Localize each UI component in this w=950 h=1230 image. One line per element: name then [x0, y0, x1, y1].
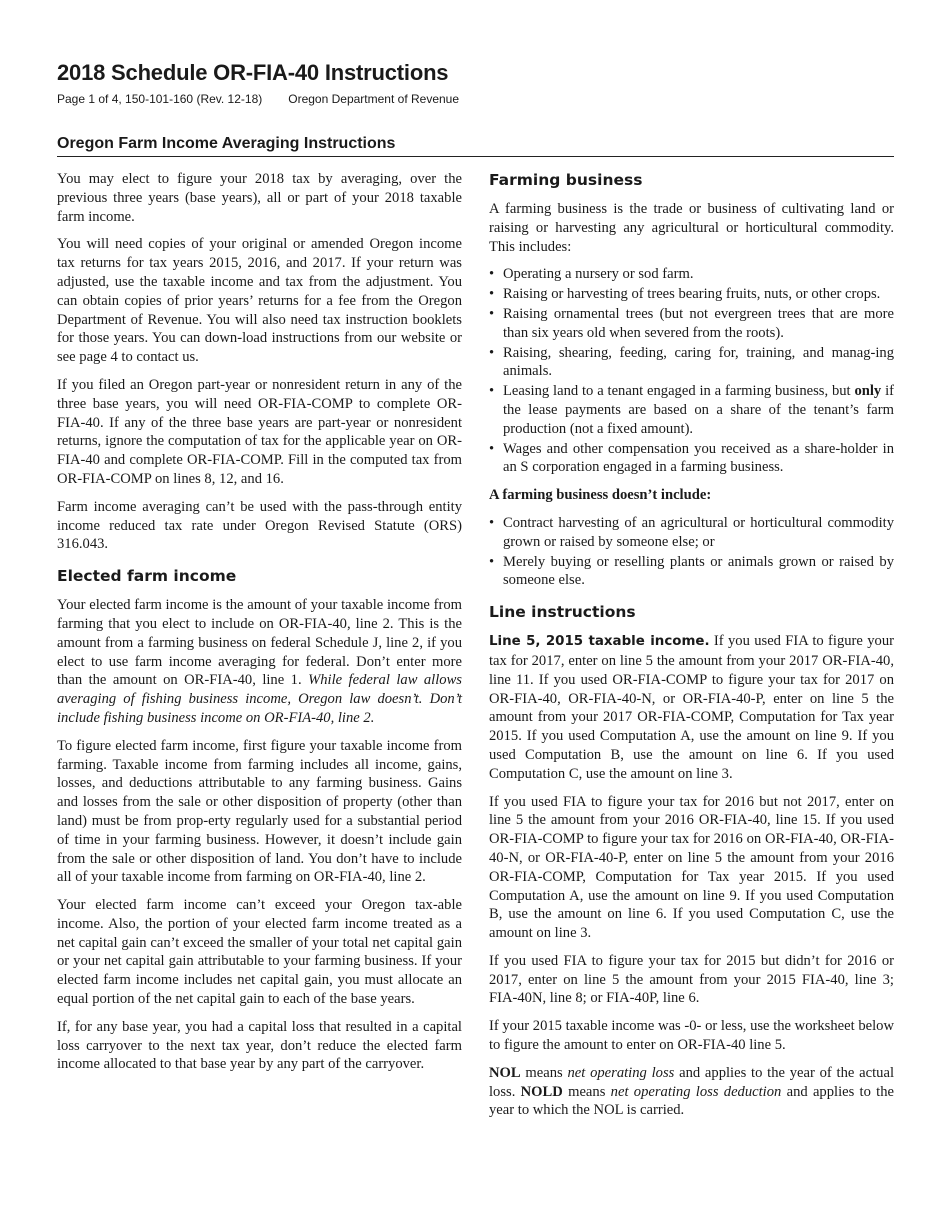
fishing-income-note: While federal law allows averaging of fishing business income, Oregon law doesn’t. Don’t include fishing business income on OR-FIA-40, line 2. — [57, 672, 462, 726]
left-column — [57, 170, 462, 1083]
list-item: • Wages and other compensation you received as a share-holder in an S corporation engaged in a farming business. — [489, 440, 894, 478]
line-instructions-heading: Line instructions — [489, 603, 636, 622]
nol-definition-term: net operating loss — [567, 1064, 675, 1081]
nol-term: NOL — [489, 1064, 521, 1081]
list-item: • Operating a nursery or sod farm. — [489, 265, 894, 284]
line5-paragraph-1 — [489, 632, 894, 783]
list-item: • Contract harvesting of an agricultural or horticultural commodity grown or raised by someone else; or — [489, 514, 894, 552]
nol-definition — [489, 1064, 894, 1120]
nol-explanation: and applies to the year of the actual loss. — [489, 1064, 894, 1100]
nold-explanation: and applies to the year to which the NOL is carried. — [489, 1083, 895, 1119]
elected-farm-income-heading: Elected farm income — [57, 567, 237, 586]
intro-paragraph-3: If you filed an Oregon part-year or nonresident return in any of the three base years, you will need OR-FIA-COMP to complete OR-FIA-40. If any of the three base years are part-year or nonresident returns, ignore the computation of tax for the applicable year on OR-FIA-40 and complete OR-FIA-COMP. Fill in the computed tax from OR-FIA-COMP on lines 8, 12, and 16. — [57, 376, 462, 487]
farming-includes-list — [489, 265, 894, 477]
farming-business-heading: Farming business — [489, 171, 643, 189]
line5-paragraph-2: If you used FIA to figure your tax for 2016 but not 2017, enter on line 5 the amount from your 2016 OR-FIA-40, line 15. If you used OR-FIA-COMP to figure your tax for 2016 on OR-FIA-40, OR-FIA-40-N, or OR-FIA-40-P, enter on line 5 the amount from your 2016 OR-FIA-COMP, Computation for Tax year 2015. If you used Computation A, use the amount on line 9. If you used Computation B, use the amount on line 6. If you used Computation C, use the amount on line 3. — [489, 793, 894, 942]
nold-means: means — [568, 1083, 606, 1100]
line5-paragraph-4: If your 2015 taxable income was -0- or less, use the worksheet below to figure the amount to enter on OR-FIA-40 line 5. — [489, 1018, 894, 1054]
nold-term: NOLD — [520, 1083, 563, 1100]
elected-paragraph-1-text: Your elected farm income is the amount of your taxable income from farming that you elect to include on OR-FIA-40, line 2. This is the amount from a farming business on federal Schedule J, line 2, if you elect to use farm income averaging for federal. Don’t enter more than the amount on OR-FIA-40, line 1. — [57, 597, 462, 689]
intro-paragraph-2: You will need copies of your original or amended Oregon income tax returns for tax years 2015, 2016, and 2017. If your return was adjusted, use the taxable income and tax from the adjustment. You can obtain copies of prior years’ returns for a fee from the Oregon Department of Revenue. You will also need tax instruction booklets for those years. You can down-load instructions from our website or see page 4 to contact us. — [57, 236, 462, 366]
line5-text: If you used FIA to figure your tax for 2017, enter on line 5 the amount from your 2017 OR-FIA-40, line 11. If you used OR-FIA-COMP to figure your tax for 2017 on OR-FIA-40, OR-FIA-40-N, or OR-FIA-40-P, enter on line 5 the amount from your 2017 OR-FIA-COMP, Computation for Tax year 2015. If you used Computation A, use the amount on line 9. If you used Computation B, use the amount on line 6. If you used Computation C, use the amount on line 3. — [489, 633, 894, 782]
excludes-heading: A farming business doesn’t include: — [489, 487, 712, 504]
right-column — [489, 170, 894, 1129]
elected-paragraph-4: If, for any base year, you had a capital loss that resulted in a capital loss carryover to the next tax year, don’t reduce the elected farm income allocated to that base year by any part of the carryover. — [57, 1018, 462, 1073]
leasing-emphasis: only — [854, 383, 882, 400]
farming-business-paragraph: A farming business is the trade or business of cultivating land or raising or harvesting any agricultural or horticultural commodity. This includes: — [489, 201, 894, 255]
elected-paragraph-3: Your elected farm income can’t exceed your Oregon tax-able income. Also, the portion of your elected farm income treated as a net capital gain can’t exceed the smaller of your total net capital gain or your net capital gain attributable to your farming business. If your elected farm income includes net capital gain, you must allocate an equal portion of the net capital gain to each of the base years. — [57, 897, 462, 1008]
leasing-text-start: Leasing land to a tenant engaged in a farming business, but — [503, 383, 851, 400]
intro-paragraph-1: You may elect to figure your 2018 tax by averaging, over the previous three years (base years), all or part of your 2018 taxable farm income. — [57, 171, 462, 225]
list-item: • Raising or harvesting of trees bearing fruits, nuts, or other crops. — [489, 285, 894, 304]
nol-means: means — [525, 1064, 563, 1081]
section-title: Oregon Farm Income Averaging Instructions — [57, 135, 396, 152]
elected-paragraph-1 — [57, 596, 462, 728]
list-item — [489, 382, 894, 438]
page-info-line — [57, 92, 459, 106]
list-item: • Raising ornamental trees (but not evergreen trees that are more than six years old when severed from the roots). — [489, 305, 894, 343]
elected-paragraph-2: To figure elected farm income, first figure your taxable income from farming. Taxable income from farming includes all income, gains, losses, and deductions attributable to any farming business. Gains and losses from the sale or other disposition of property (other than land) must be from prop-erty regularly used for a substantial period of time in your farming business. However, it doesn’t include gain from the sale or other disposition of land. You don’t have to include all of your taxable income from farming on OR-FIA-40, line 2. — [57, 737, 462, 886]
line5-paragraph-3: If you used FIA to figure your tax for 2015 but didn’t for 2016 or 2017, enter on line 5 the amount from your 2015 FIA-40, line 3; FIA-40N, line 8; or FIA-40P, line 6. — [489, 952, 894, 1007]
farming-excludes-list — [489, 514, 894, 590]
leasing-text-end: if the lease payments are based on a share of the tenant’s farm production (not a fixed amount). — [503, 383, 894, 437]
list-item: • Raising, shearing, feeding, caring for, training, and manag-ing animals. — [489, 344, 894, 382]
line5-lead: Line 5, 2015 taxable income. — [489, 634, 710, 650]
department-name: Oregon Department of Revenue — [288, 92, 460, 106]
intro-paragraph-4: Farm income averaging can’t be used with the pass-through entity income reduced tax rate under Oregon Revised Statute (ORS) 316.043. — [57, 498, 462, 553]
list-item: • Merely buying or reselling plants or animals grown or raised by someone else. — [489, 553, 894, 591]
section-divider — [57, 156, 894, 157]
page-info: Page 1 of 4, 150-101-160 (Rev. 12-18) — [57, 92, 263, 106]
document-title: 2018 Schedule OR-FIA-40 Instructions — [57, 60, 449, 85]
nold-definition-term: net operating loss deduction — [610, 1083, 782, 1100]
